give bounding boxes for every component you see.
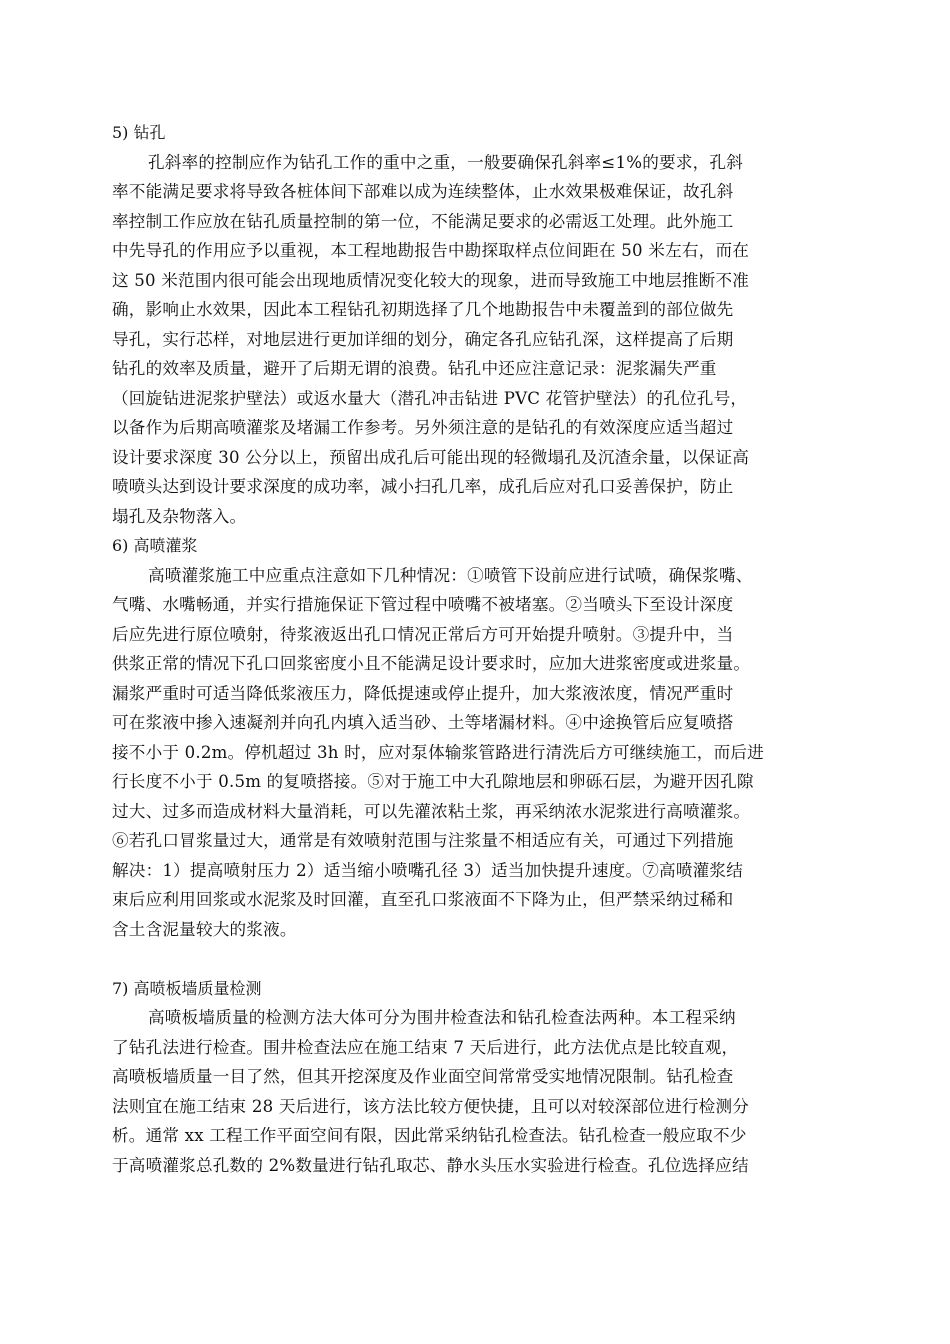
section-heading-drilling: 5) 钻孔	[112, 123, 166, 142]
blank-line	[112, 944, 852, 974]
text-line: 供浆正常的情况下孔口回浆密度小且不能满足设计要求时，应加大进浆密度或进浆量。	[112, 654, 751, 673]
text-line: 束后应利用回浆或水泥浆及时回灌，直至孔口浆液面不下降为止，但严禁采纳过稀和	[112, 890, 734, 909]
section-drilling	[112, 118, 852, 531]
text-line: 可在浆液中掺入速凝剂并向孔内填入适当砂、土等堵漏材料。④中途换管后应复喷搭	[112, 713, 734, 732]
text-line: 设计要求深度 30 公分以上，预留出成孔后可能出现的轻微塌孔及沉渣余量，以保证高	[112, 447, 750, 467]
section-heading-inspection: 7) 高喷板墙质量检测	[112, 978, 262, 998]
text-line: 了钻孔法进行检查。围井检查法应在施工结束 7 天后进行，此方法优点是比较直观，	[112, 1037, 739, 1057]
text-line: 漏浆严重时可适当降低浆液压力，降低提速或停止提升，加大浆液浓度，情况严重时	[112, 683, 734, 703]
text-line: 接不小于 0.2m。停机超过 3h 时，应对泵体输浆管路进行清洗后方可继续施工，而后进	[112, 742, 764, 762]
text-line: 析。通常 xx 工程工作平面空间有限，因此常采纳钻孔检查法。钻孔检查一般应取不少	[112, 1126, 747, 1145]
text-line: 导孔，实行芯样，对地层进行更加详细的划分，确定各孔应钻孔深，这样提高了后期	[112, 329, 734, 349]
text-line: 中先导孔的作用应予以重视，本工程地勘报告中勘探取样点位间距在 50 米左右，而在	[112, 241, 750, 260]
text-line: 气嘴、水嘴畅通，并实行措施保证下管过程中喷嘴不被堵塞。②当喷头下至设计深度	[112, 595, 734, 614]
text-line: 过大、过多而造成材料大量消耗，可以先灌浓粘土浆，再采纳浓水泥浆进行高喷灌浆。	[112, 801, 751, 821]
text-line: 这 50 米范围内很可能会出现地质情况变化较大的现象，进而导致施工中地层推断不准	[112, 270, 750, 290]
text-line: 高喷灌浆施工中应重点注意如下几种情况：①喷管下设前应进行试喷，确保浆嘴、	[148, 565, 753, 585]
text-line: ⑥若孔口冒浆量过大，通常是有效喷射范围与注浆量不相适应有关，可通过下列措施	[112, 831, 734, 850]
paragraph-inspection	[112, 1003, 852, 1180]
paragraph-grouting	[112, 561, 852, 945]
text-line: 高喷板墙质量一目了然，但其开挖深度及作业面空间常常受实地情况限制。钻孔检查	[112, 1067, 734, 1086]
text-line: 高喷板墙质量的检测方法大体可分为围井检查法和钻孔检查法两种。本工程采纳	[148, 1008, 736, 1027]
text-line: 后应先进行原位喷射，待浆液返出孔口情况正常后方可开始提升喷射。③提升中，当	[112, 624, 734, 644]
text-line: 塌孔及杂物落入。	[112, 506, 247, 526]
text-line: 确，影响止水效果，因此本工程钻孔初期选择了几个地勘报告中未覆盖到的部位做先	[112, 300, 734, 319]
section-high-pressure-grouting	[112, 531, 852, 944]
text-line: 率不能满足要求将导致各桩体间下部难以成为连续整体，止水效果极难保证，故孔斜	[112, 182, 734, 201]
text-line: 法则宜在施工结束 28 天后进行，该方法比较方便快捷，且可以对较深部位进行检测分	[112, 1096, 750, 1116]
paragraph-drilling	[112, 148, 852, 532]
section-heading-grouting: 6) 高喷灌浆	[112, 536, 198, 555]
text-line: 孔斜率的控制应作为钻孔工作的重中之重，一般要确保孔斜率≤1%的要求，孔斜	[148, 152, 744, 172]
text-line: 率控制工作应放在钻孔质量控制的第一位，不能满足要求的必需返工处理。此外施工	[112, 211, 734, 231]
text-line: （回旋钻进泥浆护壁法）或返水量大（潜孔冲击钻进 PVC 花管护壁法）的孔位孔号，	[112, 388, 748, 408]
text-line: 解决：1）提高喷射压力 2）适当缩小喷嘴孔径 3）适当加快提升速度。⑦高喷灌浆结	[112, 860, 744, 880]
text-line: 喷喷头达到设计要求深度的成功率，减小扫孔几率，成孔后应对孔口妥善保护，防止	[112, 477, 734, 496]
text-line: 于高喷灌浆总孔数的 2%数量进行钻孔取芯、静水头压水实验进行检查。孔位选择应结	[112, 1155, 749, 1175]
text-line: 行长度不小于 0.5m 的复喷搭接。⑤对于施工中大孔隙地层和卵砾石层，为避开因孔隙	[112, 772, 754, 791]
section-wall-quality-inspection	[112, 974, 852, 1181]
text-line: 钻孔的效率及质量，避开了后期无谓的浪费。钻孔中还应注意记录：泥浆漏失严重	[112, 359, 717, 378]
document-page	[112, 118, 852, 1180]
text-line: 含土含泥量较大的浆液。	[112, 919, 297, 939]
text-line: 以备作为后期高喷灌浆及堵漏工作参考。另外须注意的是钻孔的有效深度应适当超过	[112, 418, 734, 437]
